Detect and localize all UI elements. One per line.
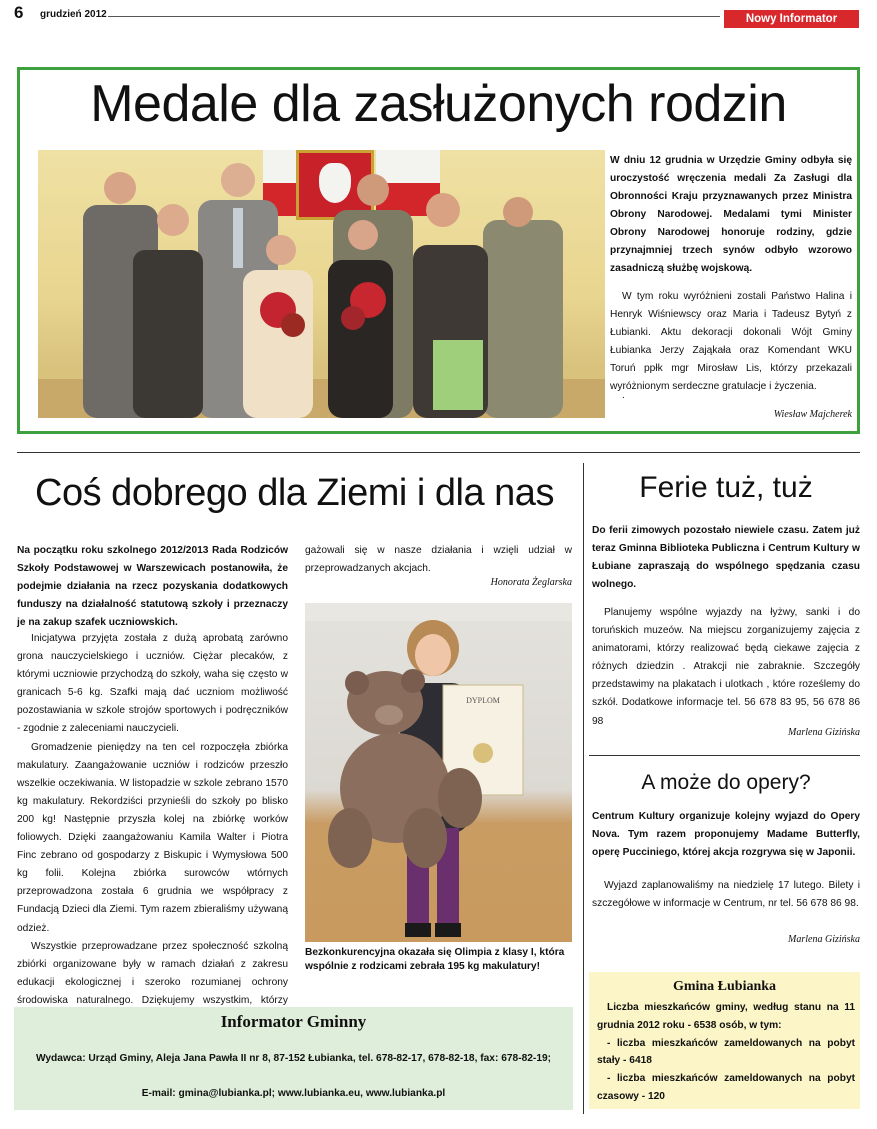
paragraph: Gromadzenie pieniędzy na ten cel rozpoczęła zbiórka makulatury. Zaangażowanie uczniów i rodziców przeszło wszelkie oczekiwania. W listopadzie w szkole zebrano 1570 kg makulatury. Rekordziści przynieśli do szkoły po blisko 200 kg! Następnie przyszła kolej na zbiórkę worków foliowych. Dzięki zaangażowaniu Kamila Walter i Piotra Finc zebrano od gospodarzy z Biskupic i Wymysłowa 500 kg folii. Kolejna zbiórka surowców wtórnych przeprowadzona została 6 grudnia we współpracy z Fundacją Dzieci dla Ziemi. Tym razem zbieraliśmy używaną odzież. [17,741,288,934]
stray-dot: . [622,390,625,401]
contact-info: E-mail: gmina@lubianka.pl; www.lubianka.eu, www.lubianka.pl [141,1088,446,1099]
publisher-info: Wydawca: Urząd Gminy, Aleja Jana Pawła II nr 8, 87-152 Łubianka, tel. 678-82-17, 678-82-18, fax: 678-82-19; [35,1053,552,1064]
population-stats-title: Gmina Łubianka [672,979,777,994]
photo-caption: Bezkonkurencyjna okazała się Olimpia z klasy I, która wspólnie z rodzicami zebrała 195 kg makulatury! [305,947,565,972]
column-rule [583,463,584,1114]
header-rule [108,16,720,17]
ceremony-photo [38,150,605,418]
stats-line: Liczba mieszkańców gminy, według stanu na 11 grudnia 2012 roku - 6538 osób, w tym: [597,1002,855,1031]
stats-line: - liczba mieszkańców zameldowanych na pobyt stały - 6418 [597,1037,855,1067]
featured-article-lead: W dniu 12 grudnia w Urzędzie Gminy odbyła się uroczystość wręczenia medali Za Zasługi dla Obronności Kraju przyznawanych przez Ministra Obrony Narodowej. Medalami tymi Minister Obrony Narodowej honoruje rodziny, gdzie przynajmniej trzech synów odbyło wzorowo zasadniczą służbę wojskową. [610,155,852,274]
featured-article-title: Medale dla zasłużonych rodzin [90,75,787,133]
masthead-badge: Nowy Informator Gminny [724,10,859,28]
winter-holidays-body: Planujemy wspólne wyjazdy na łyżwy, sanki i do toruńskich muzeów. Na miejscu zorganizujemy zajęcia z animatorami, którzy realizować będą ciekawe zajęcia z różnych dziedzin . Atrakcji nie zabraknie. Szczegóły przedstawimy na plakatach i ulotkach , które roześlemy do szkół. Dodatkowe informacje tel. 56 678 83 95, 56 678 86 98 [592,607,860,727]
recycling-article-signature: Honorata Żeglarska [490,577,572,588]
winter-holidays-lead: Do ferii zimowych pozostało niewiele czasu. Zatem już teraz Gminna Biblioteka Publiczna i Centrum Kultury w Łubiane zapraszają do wspólnego spędzania czasu wolnego. [592,525,860,590]
group-of-people-icon [38,150,605,418]
paragraph: Wszystkie przeprowadzane przez społeczność szkolną zbiórki organizowane były w ramach działań z zakresu edukacji ekologicznej i szeroko rozumianej ochrony środowiska naturalnego. Dziękujemy wszystkim, którzy [17,940,288,1006]
population-stats-body [597,999,855,1106]
recycling-article-body [17,630,288,1028]
diploma-label: DYPLOM [466,696,500,705]
recycling-article-title: Coś dobrego dla Ziemi i dla nas [35,472,554,514]
section-rule [589,755,860,756]
recycling-article-lead: Na początku roku szkolnego 2012/2013 Rada Rodziców Szkoły Podstawowej w Warszewicach postanowiła, że podejmie działania na rzecz pozyskania dodatkowych funduszy na działalność statutową szkoły i przeznaczy je na zakup szafek uczniowskich. [17,545,288,628]
winter-holidays-signature: Marlena Gizińska [788,727,860,738]
girl-with-teddy-bear-icon [305,603,572,942]
opera-trip-title: A może do opery? [641,771,811,794]
girl-with-teddy-photo [305,603,572,942]
featured-article-signature: Wiesław Majcherek [773,409,852,420]
opera-trip-signature: Marlena Gizińska [788,934,860,945]
issue-date: grudzień 2012 [40,9,107,20]
section-rule [17,452,860,453]
featured-article-body: W tym roku wyróżnieni zostali Państwo Halina i Henryk Wiśniewscy oraz Maria i Tadeusz Bytyń z Łubianki. Aktu dekoracji dokonali Wójt Gminy Łubianka Jerzy Zająkała oraz Komendant WKU Toruń ppłk mgr Mirosław Lis, którzy przekazali wyróżnionym serdeczne gratulacje i życzenia. [610,291,852,392]
recycling-article-continuation: gażowali się w nasze działania i wzięli udział w przeprowadzanych akcjach. [305,545,572,574]
stats-line: - liczba mieszkańców zameldowanych na pobyt czasowy - 120 [597,1073,855,1102]
opera-trip-lead: Centrum Kultury organizuje kolejny wyjazd do Opery Nova. Tym razem proponujemy Madame Butterfly, operę Pucciniego, której akcja rozgrywa się w Japonii. [592,811,860,858]
page-number: 6 [14,3,24,22]
informator-title: Informator Gminny [220,1012,367,1031]
opera-trip-body: Wyjazd zaplanowaliśmy na niedzielę 17 lutego. Bilety i szczegółowe w informacje w Centrum, nr tel. 56 678 86 98. [592,880,860,910]
paragraph: Inicjatywa przyjęta została z dużą aprobatą zarówno grona nauczycielskiego i uczniów. Ciężar plecaków, z którymi uczniowie przychodzą do szkoły, waha się często w granicach 5-6 kg. Szafki mają dać uczniom możliwość pozostawiania w szkole strojów sportowych i podręczników - zgodnie z zaleceniami nauczycieli. [17,633,288,735]
winter-holidays-title: Ferie tuż, tuż [639,471,813,504]
